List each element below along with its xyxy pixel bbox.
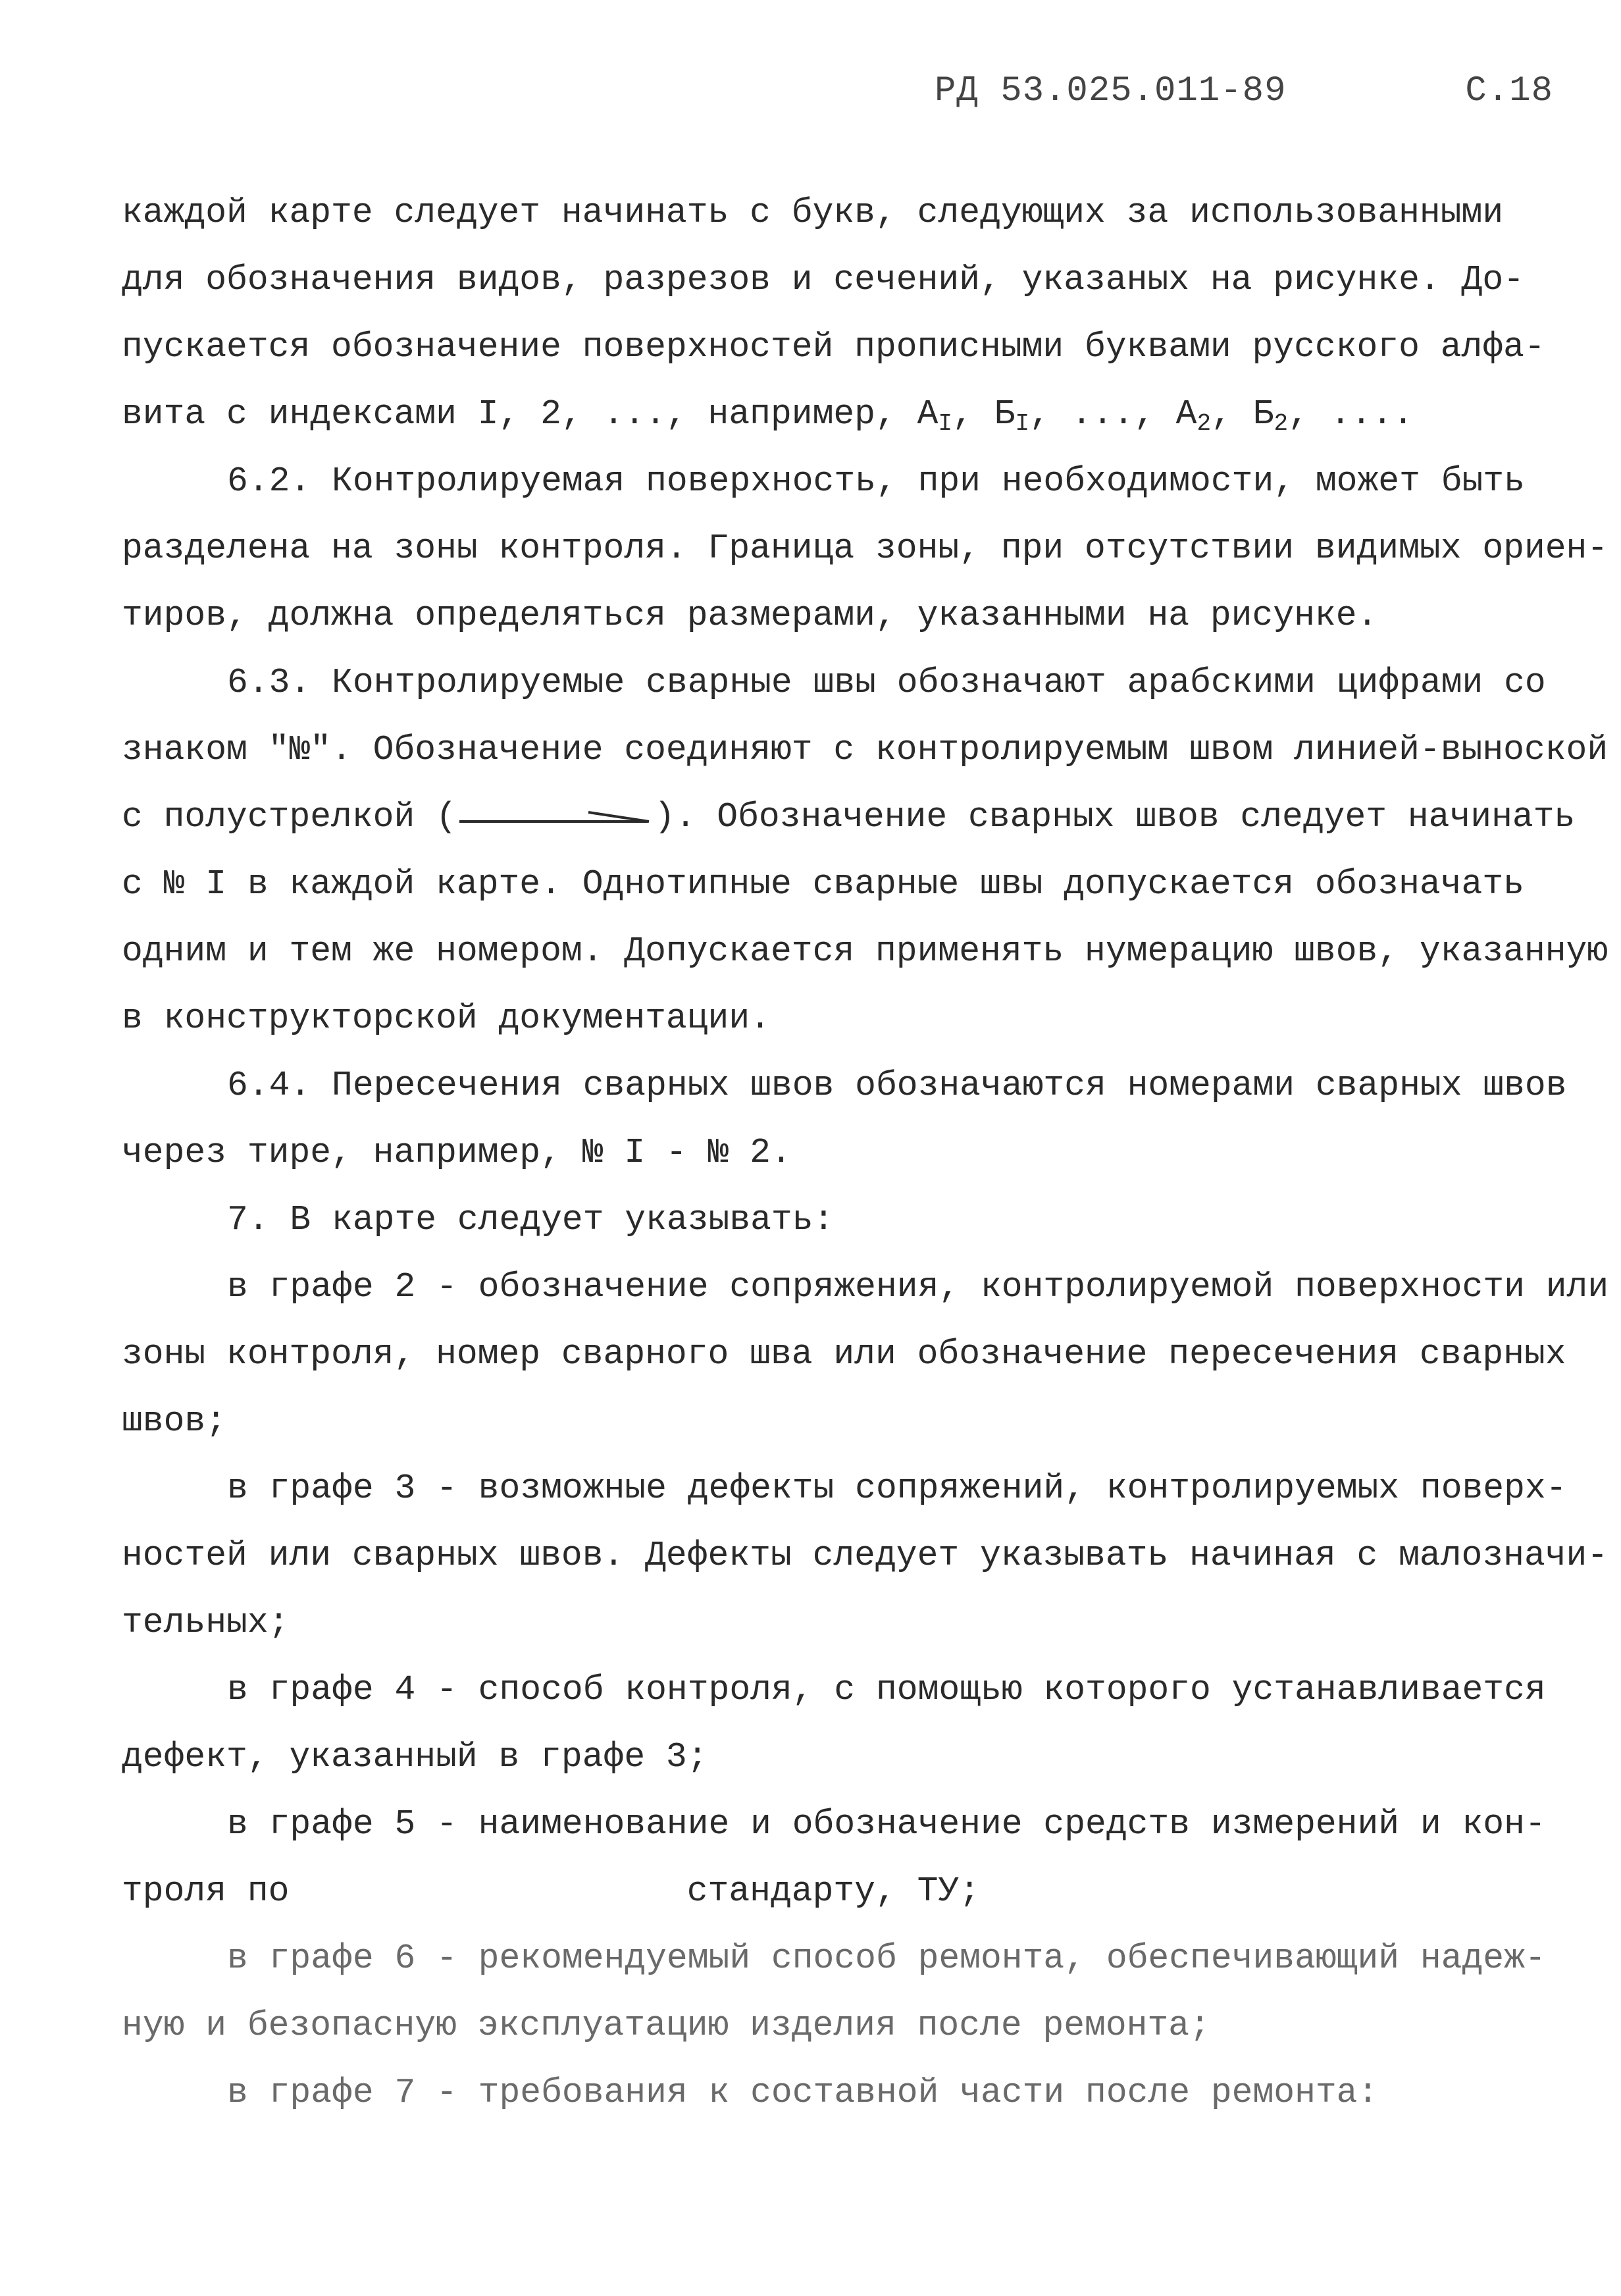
text-line: зоны контроля, номер сварного шва или обозначение пересечения сварных xyxy=(122,1334,1566,1374)
text-line: в графе 4 - способ контроля, с помощью которого устанавливается xyxy=(227,1670,1546,1709)
line-part: , .... xyxy=(1288,394,1414,434)
text-line: швов; xyxy=(122,1401,227,1441)
text-line: каждой карте следует начинать с букв, следующих за использованными xyxy=(122,193,1504,232)
subscript: I xyxy=(938,410,953,437)
text-line-half-arrow xyxy=(122,783,1589,850)
half-arrow-icon xyxy=(457,807,654,827)
text-line: в графе 5 - наименование и обозначение средств измерений и кон- xyxy=(227,1804,1546,1844)
text-line: ностей или сварных швов. Дефекты следует указывать начиная с малозначи- xyxy=(122,1536,1608,1575)
text-line: ную и безопасную эксплуатацию изделия после ремонта; xyxy=(122,2006,1210,2045)
page-header xyxy=(935,71,1553,117)
text-line: 7. В карте следует указывать: xyxy=(227,1200,835,1239)
text-line: дефект, указанный в графе 3; xyxy=(122,1737,708,1777)
text-line: разделена на зоны контроля. Граница зоны, при отсутствии видимых ориен- xyxy=(122,529,1608,568)
line-part: , Б xyxy=(952,394,1016,434)
text-line: 6.4. Пересечения сварных швов обозначаются номерами сварных швов xyxy=(227,1066,1567,1105)
text-line: в графе 6 - рекомендуемый способ ремонта, обеспечивающий надеж- xyxy=(227,1939,1546,1978)
text-line: тельных; xyxy=(122,1603,290,1642)
text-line: знаком "№". Обозначение соединяют с контролируемым швом линией-выноской xyxy=(122,730,1608,770)
page-number: С.18 xyxy=(1465,71,1553,111)
text-line: 6.3. Контролируемые сварные швы обозначают арабскими цифрами со xyxy=(227,663,1546,702)
text-line: с № I в каждой карте. Однотипные сварные швы допускается обозначать xyxy=(122,864,1524,904)
line-part: , Б xyxy=(1211,394,1274,434)
text-line: одним и тем же номером. Допускается применять нумерацию швов, указанную xyxy=(122,931,1608,971)
line-part: вита с индексами I, 2, ..., например, А xyxy=(122,394,939,434)
text-line-indices xyxy=(122,380,1589,448)
text-line: троля по стандарту, ТУ; xyxy=(122,1871,981,1911)
subscript: I xyxy=(1015,410,1030,437)
subscript: 2 xyxy=(1196,410,1212,437)
line-part: с полустрелкой ( xyxy=(122,797,457,837)
text-line: пускается обозначение поверхностей прописными буквами русского алфа- xyxy=(122,327,1545,367)
line-part: ). Обозначение сварных швов следует начинать xyxy=(654,797,1576,837)
text-line: в графе 2 - обозначение сопряжения, контролируемой поверхности или xyxy=(227,1267,1609,1307)
text-line: через тире, например, № I - № 2. xyxy=(122,1133,792,1172)
subscript: 2 xyxy=(1274,410,1289,437)
text-line: в конструкторской документации. xyxy=(122,999,771,1038)
document-body xyxy=(122,179,1609,2126)
text-line: в графе 3 - возможные дефекты сопряжений, контролируемых поверх- xyxy=(227,1469,1567,1508)
text-line: тиров, должна определяться размерами, указанными на рисунке. xyxy=(122,596,1378,635)
text-line: в графе 7 - требования к составной части после ремонта: xyxy=(227,2073,1379,2112)
document-code: РД 53.025.011-89 xyxy=(935,71,1287,111)
text-line: 6.2. Контролируемая поверхность, при необходимости, может быть xyxy=(227,461,1525,501)
text-line: для обозначения видов, разрезов и сечений, указаных на рисунке. До- xyxy=(122,260,1524,300)
line-part: , ..., А xyxy=(1029,394,1197,434)
